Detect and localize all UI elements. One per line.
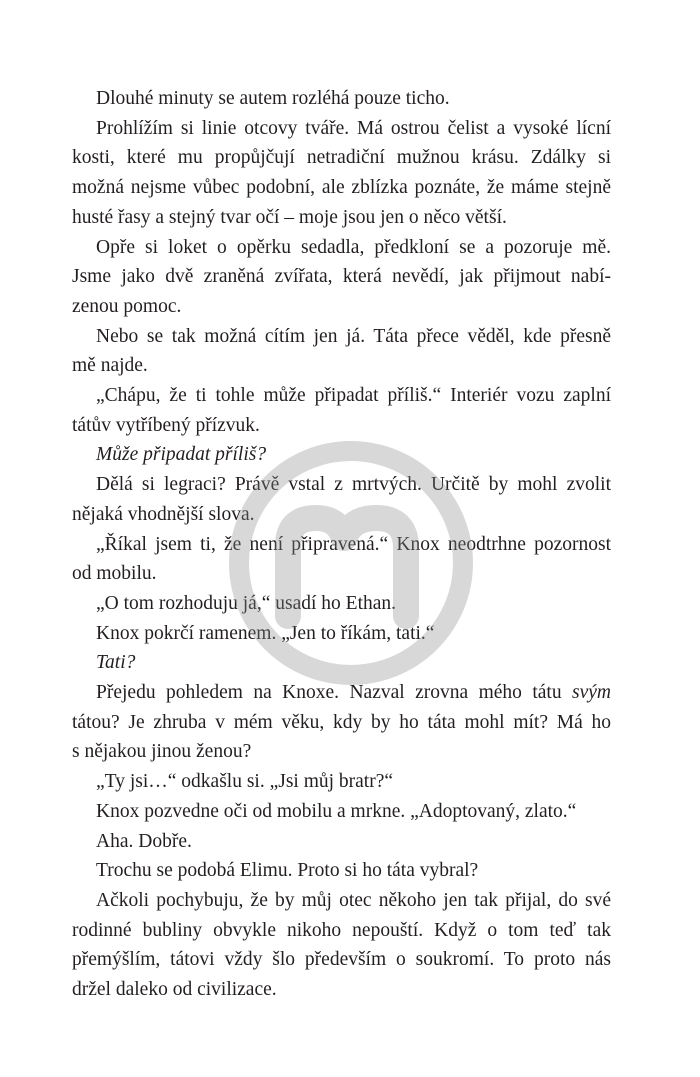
paragraph xyxy=(72,678,611,767)
paragraph xyxy=(72,84,611,114)
emphasis: svým xyxy=(572,682,611,704)
paragraph xyxy=(72,322,611,381)
paragraph xyxy=(72,619,611,649)
paragraph xyxy=(72,648,611,678)
text-line: Dělá si legraci? Právě vstal z mrtvých. Určitě by mohl zvolit xyxy=(96,474,611,496)
text-line: s nějakou jinou ženou? xyxy=(72,741,252,763)
paragraph xyxy=(72,589,611,619)
text-line: Nebo se tak možná cítím jen já. Táta přece věděl, kde přesně xyxy=(96,325,611,347)
paragraph xyxy=(72,856,611,886)
text-line: Dlouhé minuty se autem rozléhá pouze ticho. xyxy=(96,88,450,109)
text-line: Opře si loket o opěrku sedadla, předkloní se a pozoruje mě. xyxy=(96,236,611,258)
text-line: „Říkal jsem ti, že není připravená.“ Knox neodtrhne pozornost xyxy=(96,533,611,555)
paragraph xyxy=(72,767,611,797)
paragraph xyxy=(72,470,611,529)
paragraph xyxy=(72,381,611,440)
text-line: přemýšlím, tátovi vždy šlo především o soukromí. To proto nás xyxy=(72,949,611,971)
paragraph xyxy=(72,827,611,857)
text-line: „Chápu, že ti tohle může připadat příliš.“ Interiér vozu zaplní xyxy=(96,385,611,407)
paragraph xyxy=(72,530,611,589)
text-line: tátův vytříbený přízvuk. xyxy=(72,414,260,436)
text-line: Prohlížím si linie otcovy tváře. Má ostrou čelist a vysoké lícní xyxy=(96,117,611,139)
text-line: zenou pomoc. xyxy=(72,295,182,317)
text-line: nějaká vhodnější slova. xyxy=(72,503,255,525)
page-text xyxy=(72,84,611,1005)
paragraph xyxy=(72,114,611,233)
paragraph xyxy=(72,797,611,827)
text-line: Jsme jako dvě zraněná zvířata, která nevědí, jak přijmout nabí- xyxy=(72,266,611,288)
paragraph xyxy=(72,233,611,322)
text-line: husté řasy a stejný tvar očí – moje jsou jen o něco větší. xyxy=(72,206,507,228)
text-line: Tati? xyxy=(96,652,136,674)
text-line: kosti, které mu propůjčují netradiční mužnou krásu. Zdálky si xyxy=(72,147,611,169)
text-line: Aha. Dobře. xyxy=(96,830,192,852)
text-line: Trochu se podobá Elimu. Proto si ho táta vybral? xyxy=(96,860,479,882)
text-line: tátou? Je zhruba v mém věku, kdy by ho táta mohl mít? Má ho xyxy=(72,711,611,733)
text-line: držel daleko od civilizace. xyxy=(72,979,277,1001)
text-line: Knox pozvedne oči od mobilu a mrkne. „Adoptovaný, zlato.“ xyxy=(96,800,577,822)
paragraph xyxy=(72,440,611,470)
text-line: mě najde. xyxy=(72,355,148,377)
text-line: Přejedu pohledem na Knoxe. Nazval zrovna mého tátu svým xyxy=(96,682,611,704)
text-line: Ačkoli pochybuju, že by můj otec někoho jen tak přijal, do své xyxy=(96,889,611,911)
paragraph xyxy=(72,886,611,1005)
text-line: rodinné bubliny obvykle nikoho nepouští. Když o tom teď tak xyxy=(72,919,611,941)
text-line: Knox pokrčí ramenem. „Jen to říkám, tati.“ xyxy=(96,622,435,644)
text-line: Může připadat příliš? xyxy=(96,444,267,466)
text-line: „Ty jsi…“ odkašlu si. „Jsi můj bratr?“ xyxy=(96,771,394,793)
text-line: možná nejsme vůbec podobní, ale zblízka poznáte, že máme stejně xyxy=(72,177,611,199)
text-line: „O tom rozhoduju já,“ usadí ho Ethan. xyxy=(96,592,397,614)
text-line: od mobilu. xyxy=(72,563,157,585)
